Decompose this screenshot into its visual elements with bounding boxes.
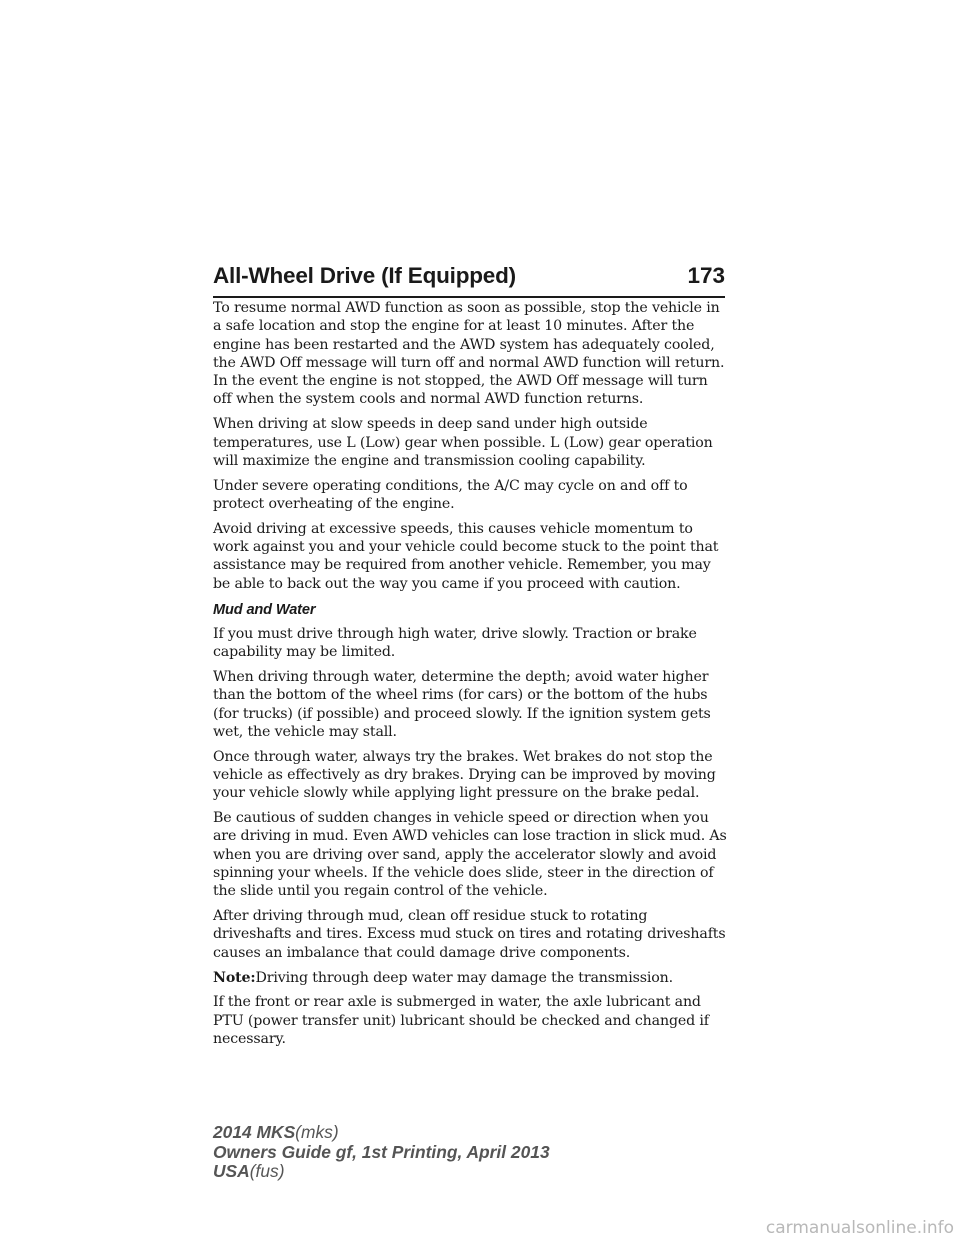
- paragraph-deep-sand: When driving at slow speeds in deep sand under high outside temperatures, use L (Low) gear when possible. L (Low) gear operation will maximize the engine and transmission cooling capability.: [213, 416, 713, 469]
- footer-model-code: (mks): [295, 1122, 339, 1142]
- footer-model: 2014 MKS: [213, 1122, 296, 1142]
- paragraph-water-depth: When driving through water, determine the depth; avoid water higher than the bottom of the wheel rims (for cars) or the bottom of the hubs (for trucks) (if possible) and proceed slowly. If the ignition system gets wet, the vehicle may stall.: [213, 669, 711, 740]
- paragraph-ac-cycle: Under severe operating conditions, the A/C may cycle on and off to protect overheating of the engine.: [213, 477, 688, 512]
- note-text: Driving through deep water may damage the transmission.: [255, 969, 673, 986]
- paragraph-axle-submerged: If the front or rear axle is submerged in water, the axle lubricant and PTU (power transfer unit) lubricant should be checked and changed if necessary.: [213, 994, 709, 1047]
- section-title: All-Wheel Drive (If Equipped): [213, 263, 516, 288]
- paragraph-wet-brakes: Once through water, always try the brakes. Wet brakes do not stop the vehicle as effectively as dry brakes. Drying can be improved by moving your vehicle slowly while applying light pressure on the brake pedal.: [213, 748, 716, 802]
- paragraph-excessive-speed: Avoid driving at excessive speeds, this causes vehicle momentum to work against you and your vehicle could become stuck to the point that assistance may be required from another vehicle. Remember, you may be able to back out the way you came if you proceed with caution.: [213, 520, 719, 592]
- note-deep-water: [213, 969, 728, 987]
- paragraph-awd-resume: To resume normal AWD function as soon as possible, stop the vehicle in a safe location and stop the engine for at least 10 minutes. After the engine has been restarted and the AWD system has adequately cooled, the AWD Off message will turn off and normal AWD function will return. In the event the engine is not stopped, the AWD Off message will turn off when the system cools and normal AWD function returns.: [213, 300, 725, 408]
- footer-guide-line: Owners Guide gf, 1st Printing, April 2013: [213, 1141, 550, 1162]
- footer-model-line: [213, 1123, 550, 1143]
- page-number: 173: [687, 263, 725, 288]
- header-divider: [213, 296, 725, 298]
- heading-mud-and-water: Mud and Water: [213, 601, 316, 618]
- footer-region: USA: [213, 1161, 250, 1181]
- page-body: [213, 299, 728, 1055]
- note-label: Note:: [213, 969, 256, 986]
- paragraph-clean-residue: After driving through mud, clean off residue stuck to rotating driveshafts and tires. Excess mud stuck on tires and rotating driveshafts causes an imbalance that could damage drive components.: [213, 908, 726, 961]
- footer-region-line: [213, 1162, 550, 1182]
- page-header: [213, 258, 725, 294]
- footer-region-code: (fus): [249, 1161, 285, 1181]
- paragraph-high-water: If you must drive through high water, drive slowly. Traction or brake capability may be limited.: [213, 625, 697, 661]
- watermark-text: carmanualsonline.info: [765, 1218, 954, 1238]
- paragraph-mud-caution: Be cautious of sudden changes in vehicle speed or direction when you are driving in mud. Even AWD vehicles can lose traction in slick mud. As when you are driving over sand, apply the accelerator slowly and avoid spinning your wheels. If the vehicle does slide, steer in the direction of the slide until you regain control of the vehicle.: [213, 810, 727, 900]
- page-footer: [213, 1123, 550, 1182]
